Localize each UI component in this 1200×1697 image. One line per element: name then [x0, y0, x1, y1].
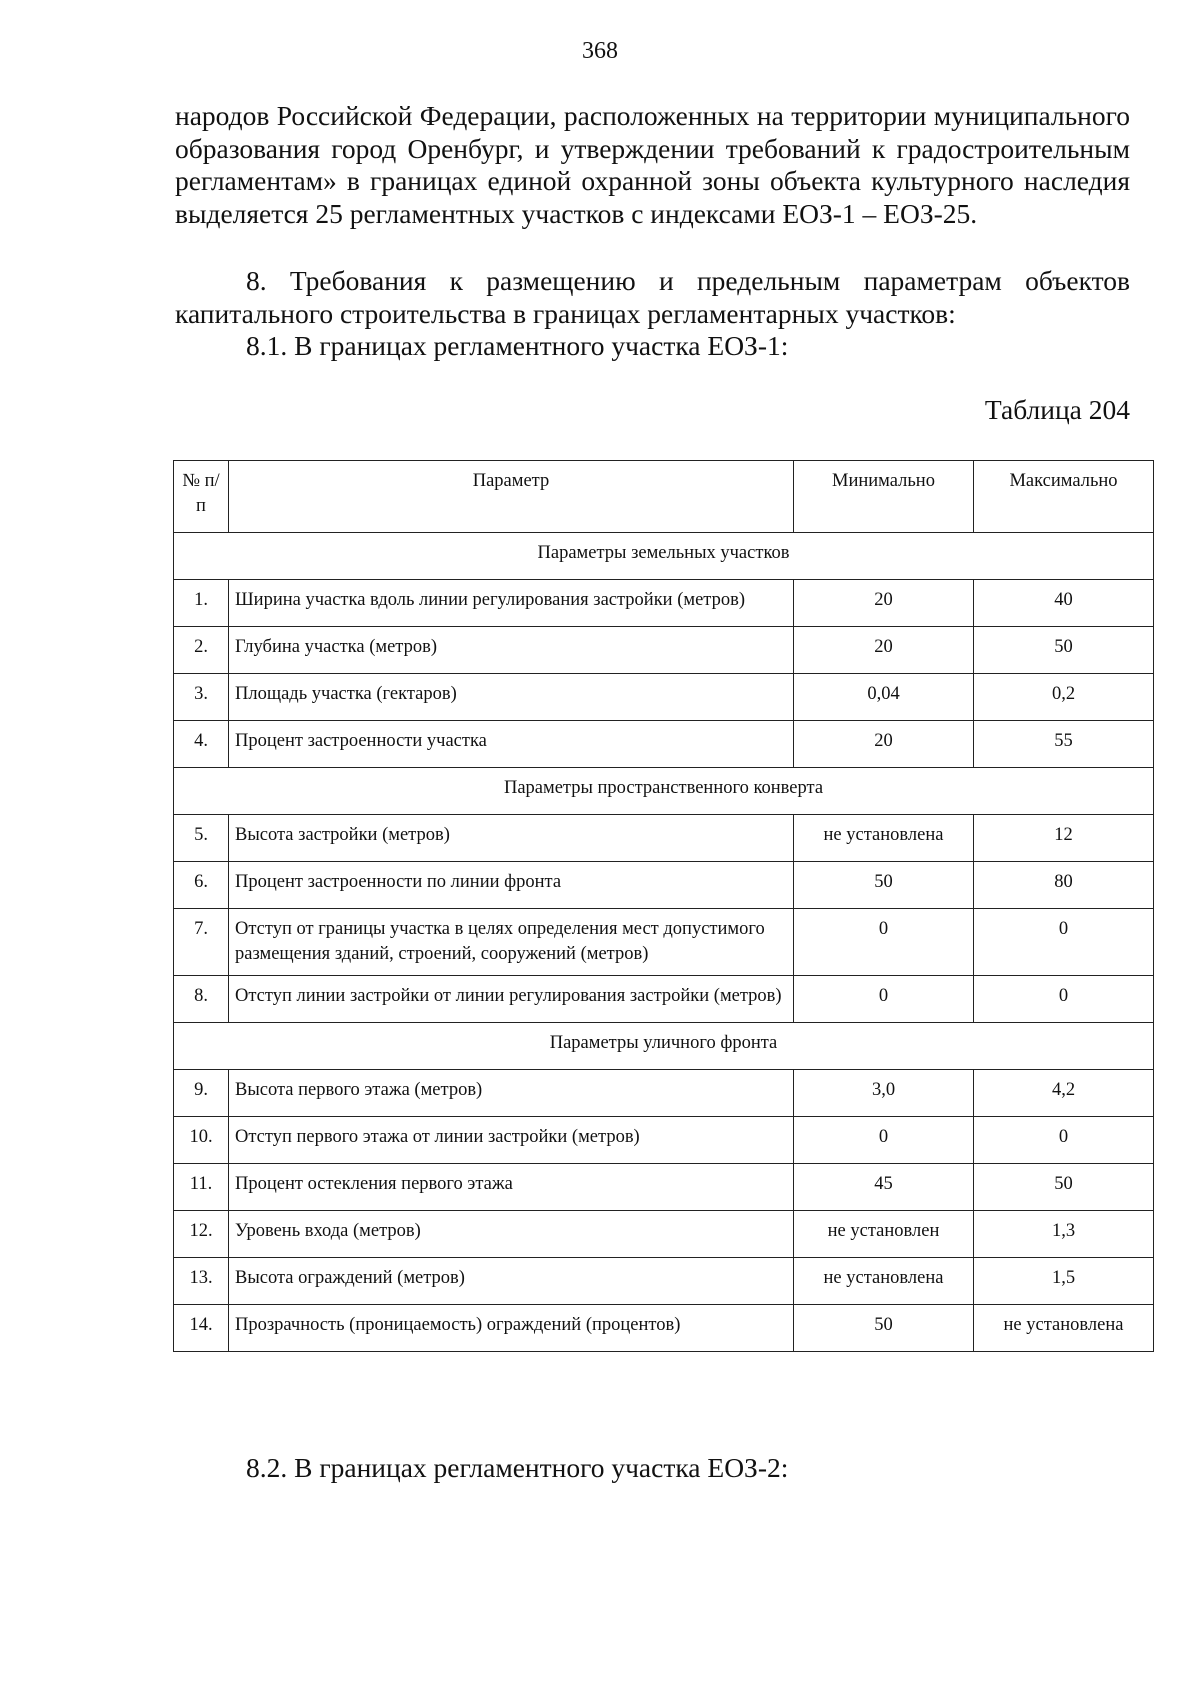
row-param: Ширина участка вдоль линии регулирования застройки (метров): [229, 580, 794, 627]
row-min: 50: [794, 1305, 974, 1352]
row-min: 3,0: [794, 1070, 974, 1117]
row-max: 55: [974, 721, 1154, 768]
row-num: 7.: [174, 909, 229, 976]
table-row: [174, 580, 1154, 627]
row-min: 0,04: [794, 674, 974, 721]
table-row: [174, 976, 1154, 1023]
table-row: [174, 1305, 1154, 1352]
row-num: 13.: [174, 1258, 229, 1305]
row-num: 12.: [174, 1211, 229, 1258]
row-min: 20: [794, 580, 974, 627]
row-param: Глубина участка (метров): [229, 627, 794, 674]
row-param: Уровень входа (метров): [229, 1211, 794, 1258]
row-num: 14.: [174, 1305, 229, 1352]
row-min: не установлена: [794, 1258, 974, 1305]
row-num: 5.: [174, 815, 229, 862]
row-num: 11.: [174, 1164, 229, 1211]
table-header-row: [174, 461, 1154, 533]
row-num: 1.: [174, 580, 229, 627]
row-param: Прозрачность (проницаемость) ограждений (процентов): [229, 1305, 794, 1352]
parameters-table: [173, 460, 1154, 1352]
page-number: 368: [582, 38, 618, 64]
row-max: 0: [974, 909, 1154, 976]
row-max: 1,3: [974, 1211, 1154, 1258]
table-row: [174, 815, 1154, 862]
row-param: Высота ограждений (метров): [229, 1258, 794, 1305]
header-num: № п/п: [174, 461, 229, 533]
row-max: 50: [974, 627, 1154, 674]
row-num: 6.: [174, 862, 229, 909]
row-max: 1,5: [974, 1258, 1154, 1305]
table-row: [174, 1211, 1154, 1258]
row-param: Процент остекления первого этажа: [229, 1164, 794, 1211]
row-min: 20: [794, 627, 974, 674]
row-param: Высота застройки (метров): [229, 815, 794, 862]
section-row: [174, 533, 1154, 580]
table-row: [174, 1117, 1154, 1164]
row-param: Отступ от границы участка в целях определения мест допустимого размещения зданий, строений, сооружений (метров): [229, 909, 794, 976]
header-param: Параметр: [229, 461, 794, 533]
row-param: Процент застроенности участка: [229, 721, 794, 768]
row-num: 10.: [174, 1117, 229, 1164]
row-param: Отступ первого этажа от линии застройки (метров): [229, 1117, 794, 1164]
table-row: [174, 1258, 1154, 1305]
row-max: 0,2: [974, 674, 1154, 721]
row-num: 2.: [174, 627, 229, 674]
row-max: 0: [974, 976, 1154, 1023]
row-min: 20: [794, 721, 974, 768]
row-param: Площадь участка (гектаров): [229, 674, 794, 721]
paragraph-intro: народов Российской Федерации, расположенных на территории муниципального образования город Оренбург, и утверждении требований к градостроительным регламентам» в границах единой охранной зоны объекта культурного наследия выделяется 25 регламентных участков с индексами ЕОЗ-1 – ЕОЗ-25.: [175, 100, 1130, 229]
row-max: 40: [974, 580, 1154, 627]
header-min: Минимально: [794, 461, 974, 533]
paragraph-section-8-2: 8.2. В границах регламентного участка ЕОЗ-2:: [246, 1452, 789, 1483]
table-row: [174, 1164, 1154, 1211]
paragraph-section-8-1: 8.1. В границах регламентного участка ЕОЗ-1:: [246, 330, 789, 361]
section-title: Параметры пространственного конверта: [174, 768, 1154, 815]
row-param: Отступ линии застройки от линии регулирования застройки (метров): [229, 976, 794, 1023]
row-max: 50: [974, 1164, 1154, 1211]
row-min: 50: [794, 862, 974, 909]
header-max: Максимально: [974, 461, 1154, 533]
row-min: не установлена: [794, 815, 974, 862]
row-num: 4.: [174, 721, 229, 768]
row-param: Процент застроенности по линии фронта: [229, 862, 794, 909]
row-num: 9.: [174, 1070, 229, 1117]
table-row: [174, 627, 1154, 674]
section-title: Параметры уличного фронта: [174, 1023, 1154, 1070]
section-row: [174, 768, 1154, 815]
paragraph-requirements: 8. Требования к размещению и предельным параметрам объектов капитального строительства в границах регламентарных участков:: [175, 265, 1130, 329]
row-min: 0: [794, 909, 974, 976]
row-param: Высота первого этажа (метров): [229, 1070, 794, 1117]
table-row: [174, 674, 1154, 721]
row-num: 3.: [174, 674, 229, 721]
row-min: не установлен: [794, 1211, 974, 1258]
row-max: не установлена: [974, 1305, 1154, 1352]
table-row: [174, 909, 1154, 976]
section-row: [174, 1023, 1154, 1070]
row-max: 12: [974, 815, 1154, 862]
row-min: 0: [794, 1117, 974, 1164]
table-row: [174, 862, 1154, 909]
row-max: 80: [974, 862, 1154, 909]
table-row: [174, 721, 1154, 768]
row-min: 45: [794, 1164, 974, 1211]
section-title: Параметры земельных участков: [174, 533, 1154, 580]
table-row: [174, 1070, 1154, 1117]
row-max: 4,2: [974, 1070, 1154, 1117]
row-num: 8.: [174, 976, 229, 1023]
table-caption: Таблица 204: [984, 394, 1130, 425]
row-max: 0: [974, 1117, 1154, 1164]
row-min: 0: [794, 976, 974, 1023]
